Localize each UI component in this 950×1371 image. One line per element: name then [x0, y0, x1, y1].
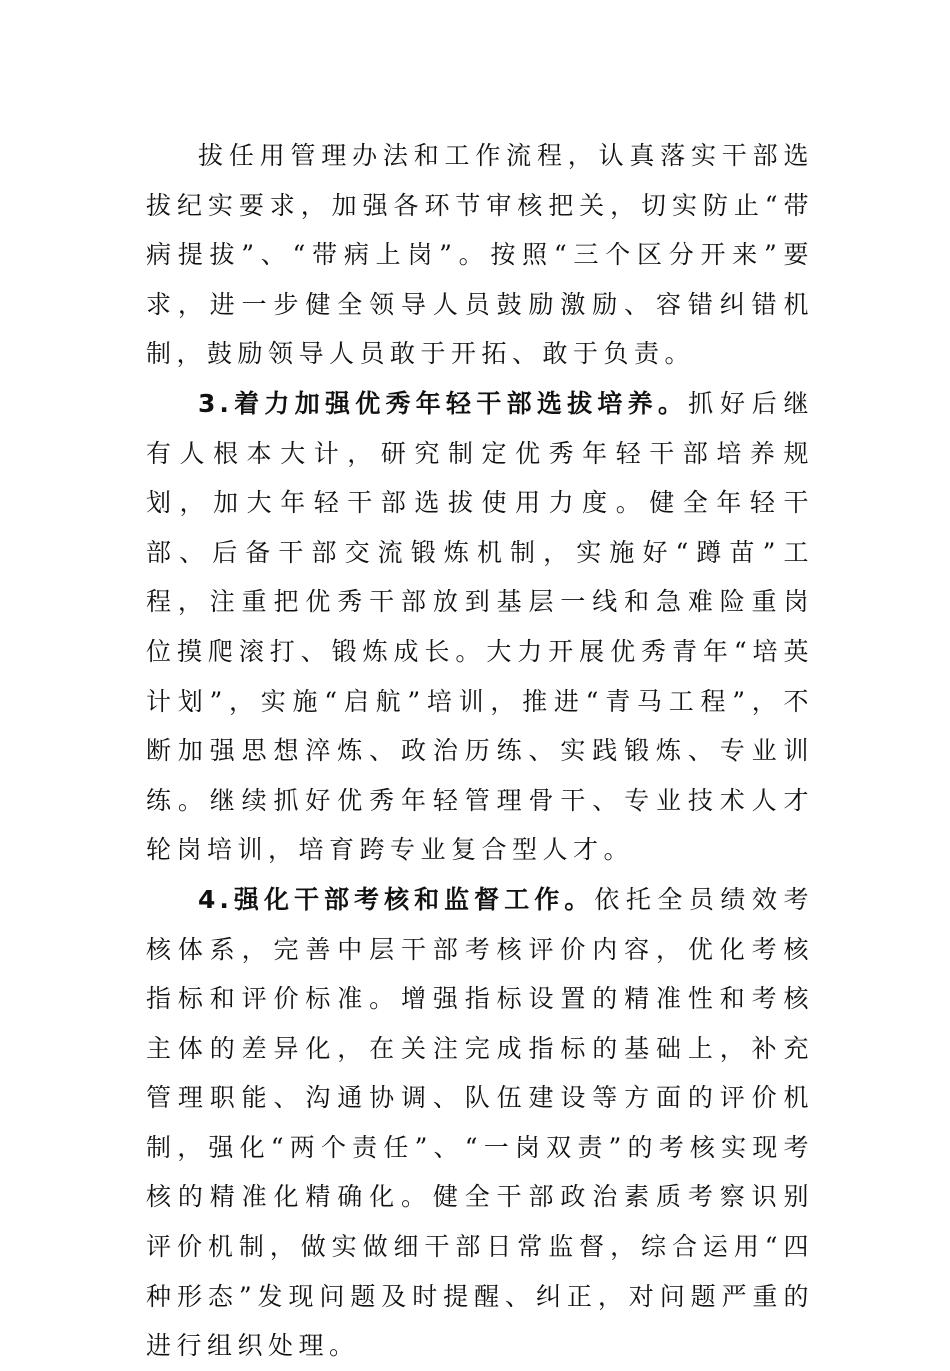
paragraph-young-cadres	[146, 379, 814, 875]
section-heading: 4.强化干部考核和监督工作。	[198, 884, 595, 914]
document-body	[146, 131, 814, 1371]
paragraph-assessment-supervision	[146, 875, 814, 1371]
paragraph-continuation	[146, 131, 814, 379]
section-heading: 3.着力加强优秀年轻干部选拔培养。	[198, 388, 689, 418]
paragraph-text: 依托全员绩效考核体系，完善中层干部考核评价内容，优化考核指标和评价标准。增强指标设置的精准性和考核主体的差异化，在关注完成指标的基础上，补充管理职能、沟通协调、队伍建设等方面的评价机制，强化“两个责任”、“一岗双责”的考核实现考核的精准化精确化。健全干部政治素质考察识别评价机制，做实做细干部日常监督，综合运用“四种形态”发现问题及时提醒、纠正，对问题严重的进行组织处理。	[146, 884, 814, 1361]
paragraph-text: 抓好后继有人根本大计，研究制定优秀年轻干部培养规划，加大年轻干部选拔使用力度。健全年轻干部、后备干部交流锻炼机制，实施好“蹲苗”工程，注重把优秀干部放到基层一线和急难险重岗位摸爬滚打、锻炼成长。大力开展优秀青年“培英计划”，实施“启航”培训，推进“青马工程”，不断加强思想淬炼、政治历练、实践锻炼、专业训练。继续抓好优秀年轻管理骨干、专业技术人才轮岗培训，培育跨专业复合型人才。	[146, 388, 814, 865]
paragraph-text: 拔任用管理办法和工作流程，认真落实干部选拔纪实要求，加强各环节审核把关，切实防止“带病提拔”、“带病上岗”。按照“三个区分开来”要求，进一步健全领导人员鼓励激励、容错纠错机制，鼓励领导人员敢于开拓、敢于负责。	[146, 141, 814, 369]
